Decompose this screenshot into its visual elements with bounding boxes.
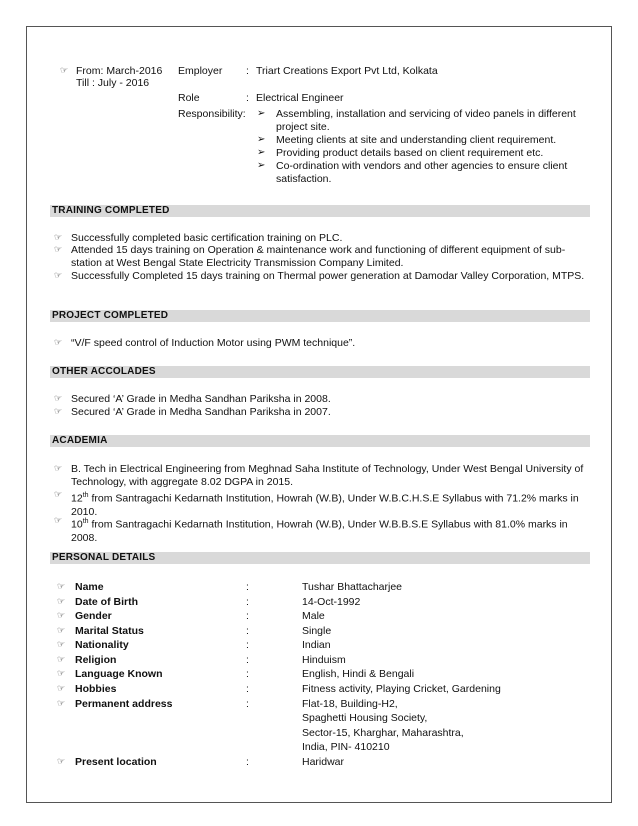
employer-colon: : — [246, 65, 249, 77]
hand-pointer-icon: ☞ — [57, 684, 66, 694]
responsibility-item: Assembling, installation and servicing of video panels in different project site. — [276, 108, 576, 133]
detail-colon: : — [246, 639, 249, 651]
detail-colon: : — [246, 683, 249, 695]
hand-pointer-icon: ☞ — [57, 640, 66, 650]
hand-pointer-icon: ☞ — [54, 233, 63, 243]
arrow-right-icon: ➢ — [257, 108, 266, 119]
employer-value: Triart Creations Export Pvt Ltd, Kolkata — [256, 65, 438, 77]
detail-colon: : — [246, 756, 249, 768]
detail-colon: : — [246, 668, 249, 680]
list-item: Successfully completed basic certification training on PLC. — [71, 232, 343, 244]
arrow-right-icon: ➢ — [257, 160, 266, 171]
section-heading-project: PROJECT COMPLETED — [50, 310, 590, 322]
detail-colon: : — [246, 625, 249, 637]
employer-label: Employer — [178, 65, 223, 77]
list-item: Secured ‘A’ Grade in Medha Sandhan Pariksha in 2007. — [71, 406, 331, 418]
role-colon: : — [246, 92, 249, 104]
section-heading-training: TRAINING COMPLETED — [50, 205, 590, 217]
detail-label: Present location — [75, 756, 157, 768]
detail-value: Indian — [302, 639, 331, 651]
item-number: 10 — [71, 518, 83, 531]
hand-pointer-icon: ☞ — [54, 516, 63, 526]
period-till: Till : July - 2016 — [76, 77, 150, 89]
detail-colon: : — [246, 610, 249, 622]
item-superscript: th — [82, 518, 89, 525]
detail-label: Date of Birth — [75, 596, 138, 608]
section-heading-accolades: OTHER ACCOLADES — [50, 366, 590, 378]
hand-pointer-icon: ☞ — [54, 338, 63, 348]
list-item: “V/F speed control of Induction Motor using PWM technique”. — [71, 337, 356, 349]
detail-value: Haridwar — [302, 756, 345, 768]
period-from: From: March-2016 — [76, 65, 163, 77]
address-line: Spaghetti Housing Society, — [302, 712, 428, 724]
hand-pointer-icon: ☞ — [54, 394, 63, 404]
list-item — [71, 515, 587, 545]
hand-pointer-icon: ☞ — [57, 626, 66, 636]
item-number: 12 — [71, 492, 83, 505]
address-line: Sector-15, Kharghar, Maharashtra, — [302, 727, 464, 739]
detail-value: 14-Oct-1992 — [302, 596, 361, 608]
responsibility-item: Co-ordination with vendors and other agencies to ensure client satisfaction. — [276, 160, 568, 185]
section-heading-personal: PERSONAL DETAILS — [50, 552, 590, 564]
detail-value: English, Hindi & Bengali — [302, 668, 415, 680]
hand-pointer-icon: ☞ — [57, 699, 66, 709]
hand-pointer-icon: ☞ — [57, 669, 66, 679]
detail-label: Gender — [75, 610, 112, 622]
item-text: from Santragachi Kedarnath Institution, Howrah (W.B), Under W.B.B.S.E Syllabus with 81.0% marks in 2008. — [71, 518, 568, 544]
detail-colon: : — [246, 596, 249, 608]
role-value: Electrical Engineer — [256, 92, 344, 104]
hand-pointer-icon: ☞ — [57, 611, 66, 621]
role-label: Role — [178, 92, 200, 104]
arrow-right-icon: ➢ — [257, 134, 266, 145]
item-text: from Santragachi Kedarnath Institution, Howrah (W.B), Under W.B.C.H.S.E Syllabus with 71.2% marks in 2010. — [71, 492, 579, 518]
list-item: Successfully Completed 15 days training on Thermal power generation at Damodar Valley Corporation, MTPS. — [71, 270, 585, 282]
detail-value: Fitness activity, Playing Cricket, Gardening — [302, 683, 501, 695]
list-item: B. Tech in Electrical Engineering from Meghnad Saha Institute of Technology, Under West Bengal University of Technology, with aggregate 8.02 DGPA in 2015. — [71, 463, 584, 488]
detail-label: Religion — [75, 654, 117, 666]
detail-label: Language Known — [75, 668, 163, 680]
hand-pointer-icon: ☞ — [54, 464, 63, 474]
responsibility-label: Responsibility: — [178, 108, 246, 120]
hand-pointer-icon: ☞ — [54, 490, 63, 500]
hand-pointer-icon: ☞ — [54, 407, 63, 417]
detail-colon: : — [246, 654, 249, 666]
detail-label: Nationality — [75, 639, 129, 651]
hand-pointer-icon: ☞ — [54, 271, 63, 281]
detail-label: Name — [75, 581, 104, 593]
detail-value: Tushar Bhattacharjee — [302, 581, 403, 593]
detail-colon: : — [246, 698, 249, 710]
hand-pointer-icon: ☞ — [57, 757, 66, 767]
detail-value: Male — [302, 610, 325, 622]
hand-pointer-icon: ☞ — [57, 597, 66, 607]
item-superscript: th — [82, 492, 89, 499]
detail-label: Hobbies — [75, 683, 117, 695]
hand-pointer-icon: ☞ — [60, 66, 69, 76]
detail-value: Single — [302, 625, 332, 637]
detail-label: Permanent address — [75, 698, 173, 710]
hand-pointer-icon: ☞ — [57, 582, 66, 592]
responsibility-item: Providing product details based on client requirement etc. — [276, 147, 544, 159]
address-line: India, PIN- 410210 — [302, 741, 390, 753]
detail-colon: : — [246, 581, 249, 593]
section-heading-academia: ACADEMIA — [50, 435, 590, 447]
arrow-right-icon: ➢ — [257, 147, 266, 158]
list-item: Attended 15 days training on Operation & maintenance work and functioning of different equipment of sub-station at West Bengal State Electricity Transmission Company Limited. — [71, 244, 566, 269]
responsibility-item: Meeting clients at site and understanding client requirement. — [276, 134, 557, 146]
detail-label: Marital Status — [75, 625, 144, 637]
list-item: Secured ‘A’ Grade in Medha Sandhan Pariksha in 2008. — [71, 393, 331, 405]
detail-value: Flat-18, Building-H2, — [302, 698, 398, 710]
hand-pointer-icon: ☞ — [54, 245, 63, 255]
detail-value: Hinduism — [302, 654, 346, 666]
hand-pointer-icon: ☞ — [57, 655, 66, 665]
